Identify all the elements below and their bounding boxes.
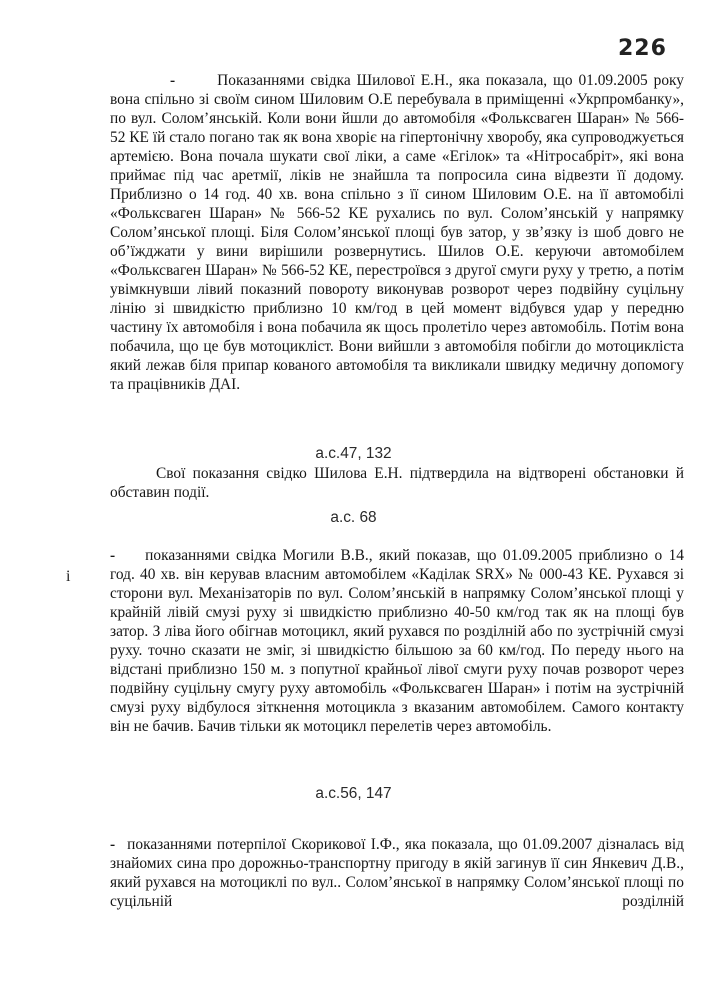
testimony-mohyla <box>110 546 684 736</box>
paragraph-text: Показаннями свідка Шилової Е.Н., яка показала, що 01.09.2005 року вона спільно зі своїм сином Шиловим О.Е перебувала в приміщенні «Укрпромбанку», по вул. Солом’янській. Коли вони йшли до автомобіля «Фольксваген Шаран» № 566-52 КЕ їй стало погано так як вона хворіє на гіпертонічну хворобу, яка супроводжується артемією. Вона почала шукати свої ліки, а саме «Егілок» та «Нітросабріт», які вона приймає під час аретмії, ліків не знайшла та попросила сина відвезти її додому. Приблизно о 14 год. 40 хв. вона спільно з її сином Шиловим О.Е. на її автомобілі «Фольксваген Шаран» № 566-52 КЕ рухались по вул. Солом’янській у напрямку Солом’янської площі. Біля Солом’янської площі був затор, у зв’язку із шоб довго не об’їжджати у вини вирішили розвернутись. Шилов О.Е. керуючи автомобілем «Фольксваген Шаран» № 566-52 КЕ, перестроївся з другої смуги руху у третю, а потім увімкнувши лівий показний повороту виконував розворот через подвійну суцільну лінію зі швидкістю приблизно 10 км/год в цей момент відбувся удар у передню частину їх автомобіля і вона побачила як щось пролетіло через автомобіль. Потім вона побачила, що це був мотоцикліст. Вони вийшли з автомобіля побігли до мотоцикліста який лежав біля припар кованого автомобіля та викликали швидку медичну допомогу та працівників ДАІ. <box>110 72 684 393</box>
paragraph-text: Свої показання свідко Шилова Е.Н. підтвердила на відтворені обстановки й обставин події. <box>110 465 684 501</box>
page-number: 226 <box>618 36 667 61</box>
case-reference: а.с.47, 132 <box>315 445 392 462</box>
testimony-confirmation <box>110 464 684 502</box>
margin-mark: і <box>66 568 71 585</box>
case-reference: а.с. 68 <box>330 509 377 526</box>
list-dash: - <box>110 836 116 853</box>
paragraph-text: показаннями свідка Могили В.В., який показав, що 01.09.2005 приблизно о 14 год. 40 хв. він керував власним автомобілем «Каділак SRX» № 000-43 КЕ. Рухався зі сторони вул. Механізаторів по вул. Солом’янській в напрямку Солом’янської площі у крайній лівій смузі руху зі швидкістю приблизно 40-50 км/год так як на площі був затор. З ліва його обігнав мотоцикл, який рухався по розділній або по зустрічній смузі руху. точно сказати не зміг, зі швидкістю більшою за 60 км/год. По переду нього на відстані приблизно 150 м. з попутної крайньої лівої смуги руху почав розворот через подвійну суцільну смугу руху автомобіль «Фольксваген Шаран» і потім на зустрічній смузі руху відбулося зіткнення мотоцикла з вказаним автомобілем. Самого контакту він не бачив. Бачив тільки як мотоцикл перелетів через автомобіль. <box>110 547 684 735</box>
case-reference: а.с.56, 147 <box>315 785 392 802</box>
testimony-skorykova <box>110 835 684 911</box>
list-dash: - <box>170 72 176 89</box>
paragraph-text: показаннями потерпілої Скорикової І.Ф., яка показала, що 01.09.2007 дізналась від знайомих сина про дорожньо-транспортну пригоду в якій загинув її син Янкевич Д.В., який рухався на мотоциклі по вул.. Солом’янської в напрямку Солом’янської площі по суцільній розділній <box>110 836 684 910</box>
list-dash: - <box>110 547 116 564</box>
testimony-shilova <box>110 71 684 394</box>
